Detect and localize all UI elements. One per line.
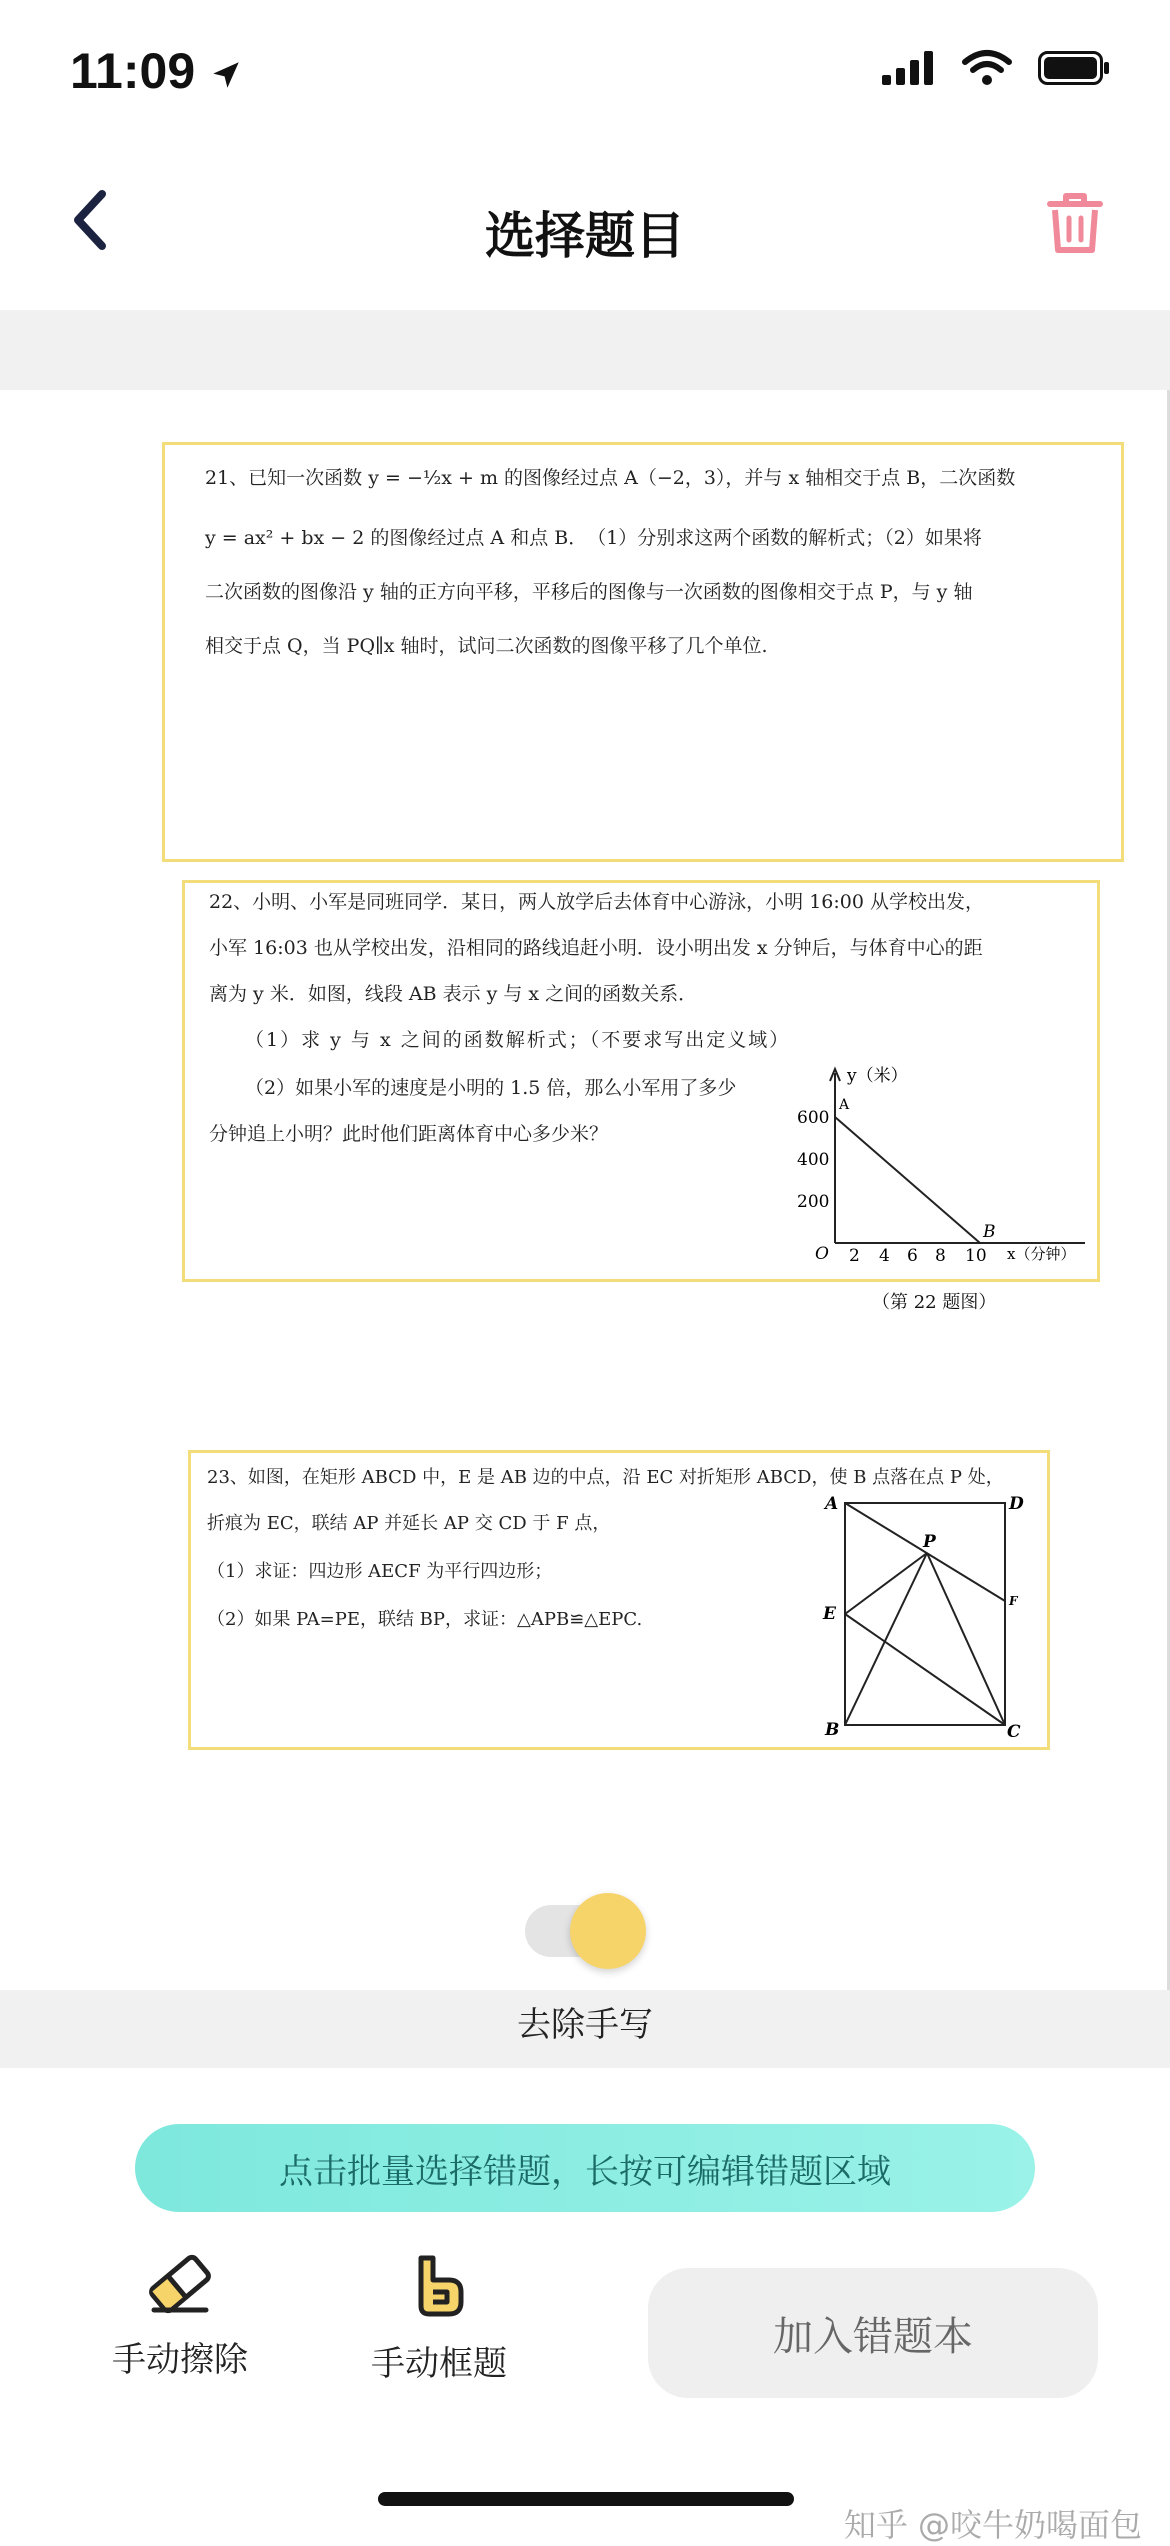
frame-question-icon — [409, 2254, 469, 2318]
battery-icon — [1038, 51, 1110, 85]
q22-line-1: 22、小明、小军是同班同学．某日，两人放学后去体育中心游泳，小明 16:00 从学校出发， — [209, 891, 985, 913]
status-time: 11:09 — [70, 42, 243, 100]
graph-point-b: B — [983, 1222, 996, 1242]
header-divider-strip — [0, 310, 1170, 390]
q21-line-1: 21、已知一次函数 y = −½x + m 的图像经过点 A（−2，3），并与 x 轴相交于点 B，二次函数 — [205, 467, 1016, 489]
home-indicator[interactable] — [378, 2492, 794, 2506]
batch-select-banner[interactable]: 点击批量选择错题，长按可编辑错题区域 — [135, 2124, 1035, 2212]
manual-erase-tool[interactable] — [105, 2254, 255, 2381]
wifi-icon — [962, 50, 1012, 86]
graph-y-tick-400: 400 — [797, 1150, 830, 1170]
fig-f: F — [1009, 1594, 1018, 1608]
q22-line-2: 小军 16:03 也从学校出发，沿相同的路线追赶小明．设小明出发 x 分钟后，与体育中心的距 — [209, 937, 983, 959]
manual-erase-label: 手动擦除 — [112, 2340, 248, 2380]
question-22-box[interactable] — [182, 880, 1100, 1282]
graph-y-tick-600: 600 — [797, 1108, 830, 1128]
graph-x-tick-10: 10 — [965, 1246, 987, 1266]
fig-a: A — [825, 1494, 839, 1514]
fig-e: E — [823, 1604, 836, 1624]
fig-d: D — [1009, 1494, 1024, 1514]
graph-point-a: A — [839, 1097, 850, 1113]
fig-c: C — [1007, 1722, 1021, 1742]
remove-handwriting-label: 去除手写 — [517, 2005, 653, 2045]
toggle-knob[interactable] — [570, 1893, 646, 1969]
q23-line-2: 折痕为 EC，联结 AP 并延长 AP 交 CD 于 F 点， — [207, 1513, 611, 1534]
q23-line-4: （2）如果 PA=PE，联结 BP，求证：△APB≌△EPC. — [207, 1609, 643, 1630]
trash-icon[interactable] — [1040, 188, 1110, 258]
add-to-mistake-book-button[interactable]: 加入错题本 — [648, 2268, 1098, 2398]
fig-p: P — [923, 1532, 936, 1552]
q22-line-5: （2）如果小军的速度是小明的 1.5 倍，那么小军用了多少 — [245, 1077, 737, 1099]
q22-line-6: 分钟追上小明？此时他们距离体育中心多少米？ — [209, 1123, 609, 1145]
q22-line-4: （1）求 y 与 x 之间的函数解析式；（不要求写出定义域） — [245, 1029, 791, 1051]
q23-rectangle-figure — [821, 1493, 1024, 1743]
graph-x-tick-2: 2 — [849, 1246, 860, 1266]
manual-frame-label: 手动框题 — [371, 2344, 507, 2384]
graph-y-label: y（米） — [847, 1066, 908, 1086]
watermark: 知乎 @咬牛奶喝面包 — [843, 2506, 1142, 2544]
manual-frame-tool[interactable] — [364, 2254, 514, 2385]
q22-figure-caption: （第 22 题图） — [872, 1292, 997, 1313]
page-title: 选择题目 — [485, 207, 685, 265]
q23-line-1: 23、如图，在矩形 ABCD 中，E 是 AB 边的中点，沿 EC 对折矩形 ABCD，使 B 点落在点 P 处， — [207, 1467, 1004, 1488]
status-icons — [882, 50, 1110, 86]
graph-x-label: x（分钟） — [1007, 1245, 1076, 1263]
q22-line-3: 离为 y 米．如图，线段 AB 表示 y 与 x 之间的函数关系． — [209, 983, 698, 1005]
eraser-icon — [144, 2254, 216, 2314]
cellular-signal-icon — [882, 51, 936, 85]
graph-x-tick-6: 6 — [907, 1246, 918, 1266]
q23-line-3: （1）求证：四边形 AECF 为平行四边形； — [207, 1561, 553, 1582]
question-21-box[interactable] — [162, 442, 1124, 862]
location-arrow-icon — [209, 58, 243, 92]
graph-x-tick-4: 4 — [879, 1246, 890, 1266]
q21-line-2: y = ax² + bx − 2 的图像经过点 A 和点 B． （1）分别求这两个函数的解析式；（2）如果将 — [205, 527, 982, 549]
q21-line-4: 相交于点 Q，当 PQ∥x 轴时，试问二次函数的图像平移了几个单位. — [205, 635, 768, 657]
question-23-box[interactable] — [188, 1450, 1050, 1750]
graph-x-tick-8: 8 — [935, 1246, 946, 1266]
q21-line-3: 二次函数的图像沿 y 轴的正方向平移，平移后的图像与一次函数的图像相交于点 P，与 y 轴 — [205, 581, 973, 603]
graph-y-tick-200: 200 — [797, 1192, 830, 1212]
fig-b: B — [825, 1720, 840, 1740]
q22-graph — [795, 1063, 1095, 1273]
graph-origin: O — [815, 1244, 829, 1264]
